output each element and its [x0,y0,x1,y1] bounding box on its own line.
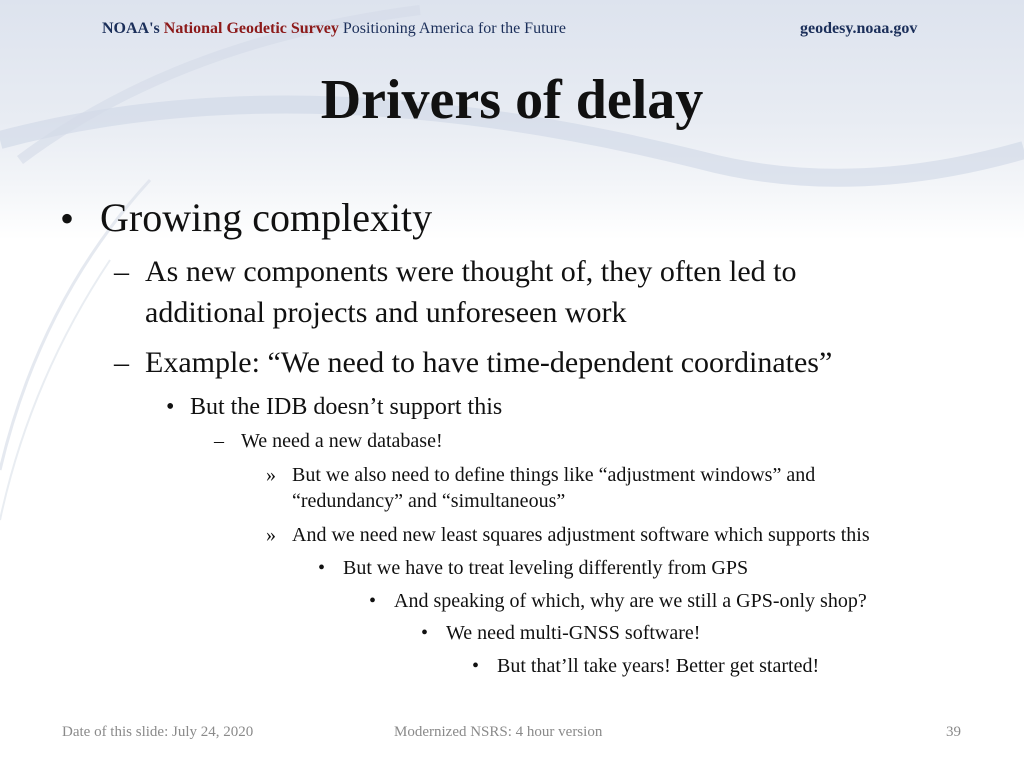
bullet-marker: – [214,430,224,452]
bullet-adjustment-windows-line2: “redundancy” and “simultaneous” [292,490,566,512]
bullet-marker: – [114,255,129,288]
brand-tagline: Positioning America for the Future [342,20,566,37]
bullet-marker: • [318,557,326,579]
bullet-gps-only: And speaking of which, why are we still a GPS-only shop? [394,590,867,612]
bullet-new-database: We need a new database! [241,430,443,452]
website-url: geodesy.noaa.gov [800,20,918,37]
bullet-marker: • [60,196,75,241]
bullet-marker: • [369,590,377,612]
bullet-adjustment-windows-line1: But we also need to define things like “adjustment windows” and [292,464,816,486]
bullet-new-components-line2: additional projects and unforeseen work [145,296,627,329]
bullet-marker: – [114,346,129,379]
bullet-marker: • [472,655,480,677]
bullet-take-years: But that’ll take years! Better get started! [497,655,820,677]
agency-brand [102,20,566,38]
slide-header [0,20,1024,44]
bullet-example: Example: “We need to have time-dependent coordinates” [145,346,833,379]
bullet-leveling: But we have to treat leveling differently from GPS [343,557,749,579]
page-number: 39 [946,724,961,740]
bullet-least-squares: And we need new least squares adjustment software which supports this [292,524,870,546]
bullet-idb-support: But the IDB doesn’t support this [190,394,503,420]
bullet-growing-complexity: Growing complexity [100,195,433,240]
bullet-new-components-line1: As new components were thought of, they often led to [145,255,797,288]
bullet-marker: » [266,464,276,486]
footer-version: Modernized NSRS: 4 hour version [394,724,603,740]
bullet-marker: • [166,394,175,420]
brand-ngs: National Geodetic Survey [163,20,339,37]
bullet-marker: • [421,622,429,644]
bullet-marker: » [266,524,276,546]
footer-date: Date of this slide: July 24, 2020 [62,724,254,740]
bullet-multi-gnss: We need multi-GNSS software! [446,622,701,644]
slide-title: Drivers of delay [320,69,704,131]
brand-noaa: NOAA's [102,20,160,37]
